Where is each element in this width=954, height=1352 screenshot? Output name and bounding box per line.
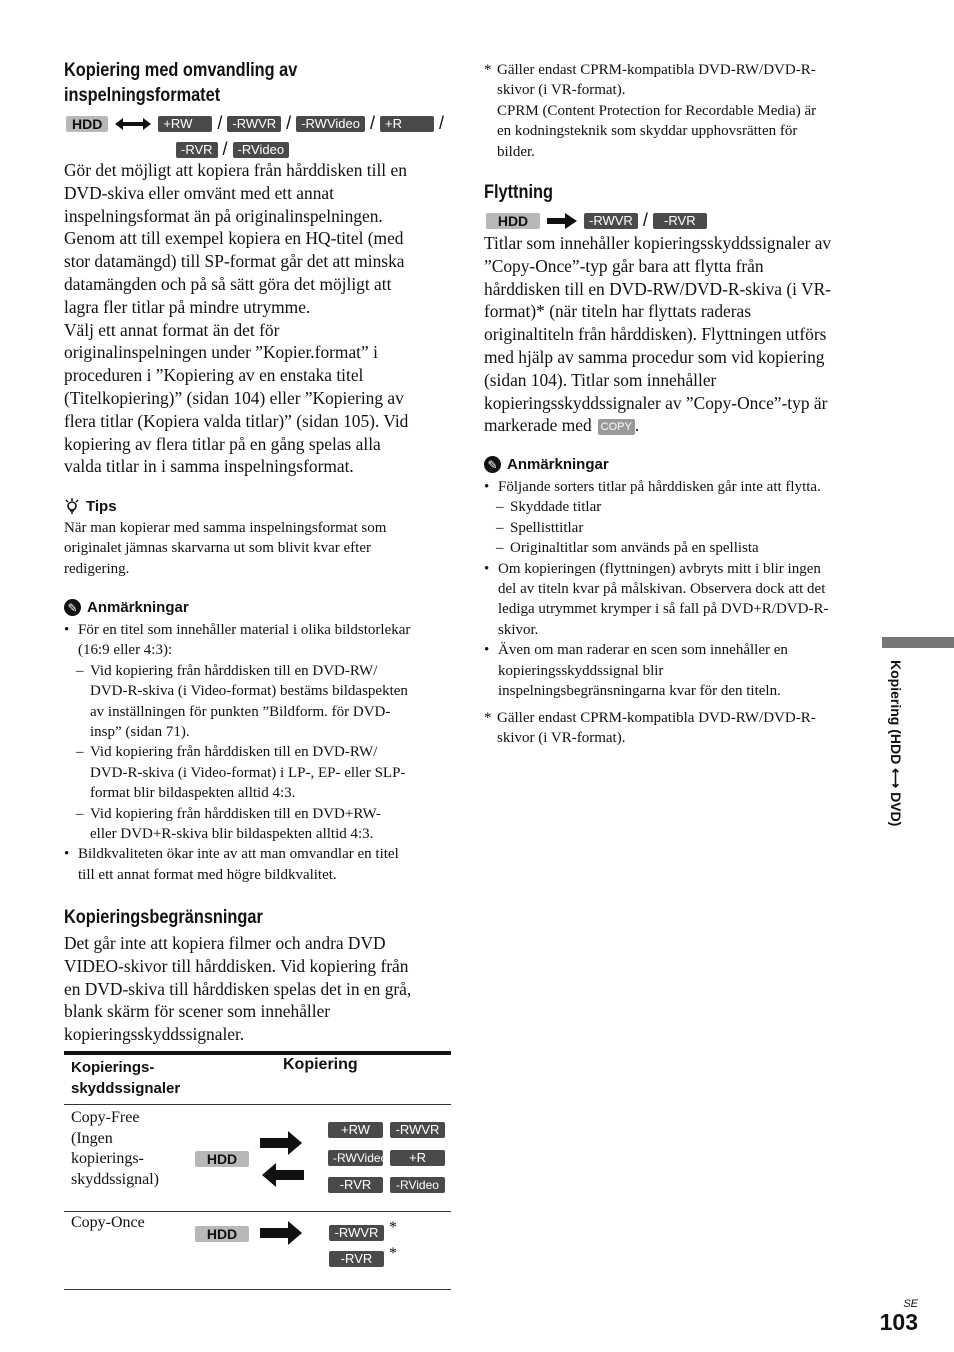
body-line: ”Copy-Once”-typ går bara att flytta från (484, 255, 764, 276)
body-line: (sidan 104). Titlar som innehåller (484, 369, 717, 390)
body-line: inspelningsformat än på originalinspelningen. (64, 205, 383, 226)
dash-item (64, 804, 456, 845)
note-line: till ett annat format med högre bildkvalitet. (78, 866, 337, 883)
table-bottom-rule (64, 1289, 451, 1290)
body-line: hårddisken till en DVD-RW/DVD-R-skiva (i VR- (484, 278, 831, 299)
row1-label-line: (Ingen (71, 1129, 113, 1147)
note-line: (16:9 eller 4:3): (78, 642, 173, 659)
right-arrow-icon (260, 1221, 304, 1245)
notes-list-right (484, 477, 876, 701)
warning-icon: ✎ (484, 456, 501, 473)
note-line: del av titeln kvar på målskivan. Observera dock att det (498, 581, 826, 598)
table-header-col1 (71, 1057, 180, 1099)
body-line: VIDEO-skivor till hårddisken. Vid kopiering från (64, 955, 409, 976)
side-tab-bar (882, 637, 954, 648)
notes-list-left (64, 620, 456, 885)
section3-body (484, 232, 880, 437)
body-line: stor datamängd) till SP-format går det att minska (64, 251, 405, 272)
format-badge-r-vr: -RVR (176, 142, 218, 158)
format-badge-rw-video: -RWVideo (296, 116, 365, 132)
double-arrow-icon (113, 116, 153, 132)
body-line: datamängden och på så sätt göra det möjligt att (64, 273, 392, 294)
right-arrow-icon (545, 212, 579, 230)
note-line: • Även om man raderar en scen som innehåller en (498, 642, 788, 659)
body-line: kopiering av flera titlar på en gång spelas alla (64, 433, 381, 454)
notes-heading-left (64, 599, 189, 616)
body-line: Titlar som innehåller kopieringsskyddssignaler av (484, 233, 832, 253)
format-badge-rw-vr: -RWVR (329, 1225, 384, 1241)
warning-icon: ✎ (64, 599, 81, 616)
body-line: Gör det möjligt att kopiera från hårddisken till en (64, 160, 407, 180)
body-line: en DVD-skiva till hårddisken spelas det in en grå, (64, 978, 412, 999)
format-badge-r-video: -RVideo (233, 142, 290, 158)
body-line: kopieringsskyddssignaler. (64, 1024, 245, 1045)
table-top-rule (64, 1051, 451, 1055)
format-badge-rw-vr: -RWVR (584, 213, 638, 229)
body-line: lagra fler titlar på mindre utrymme. (64, 296, 311, 317)
body-line: (Titelkopiering)” (sidan 104) eller ”Kopiering av (64, 387, 404, 408)
bullet-item (484, 477, 876, 497)
body-line: DVD-skiva eller omvänt med ett annat (64, 182, 334, 203)
body-line: med hjälp av samma procedur som vid kopiering (484, 346, 825, 367)
footnote-line: bilder. (497, 143, 535, 160)
section2-title: Kopieringsbegränsningar (64, 907, 263, 928)
note-line: – Spellisttitlar (510, 519, 584, 536)
section-title-line2: inspelningsformatet (64, 85, 221, 106)
tips-line: originalet jämnas skarvarna ut som blivit kvar efter (64, 540, 371, 557)
format-badge-rw-vr: -RWVR (227, 116, 281, 132)
page-number: 103 (879, 1309, 918, 1335)
footnote-item (484, 60, 876, 162)
body-line (484, 414, 880, 437)
format-badge-r-vr: -RVR (329, 1251, 384, 1267)
tips-text (64, 518, 456, 579)
body-line: Genom att till exempel kopiera en HQ-titel (med (64, 228, 404, 249)
format-badge-r-vr: -RVR (653, 213, 707, 229)
footnote-cprm (484, 60, 876, 162)
body-line: valda titlar in i samma inspelningsformat. (64, 456, 354, 477)
side-label (882, 660, 912, 860)
dash-item (484, 538, 876, 558)
body-line: originalinspelningen under ”Kopier.format” i (64, 342, 378, 363)
note-line: insp” (sidan 71). (90, 724, 190, 741)
table-header-col1-line2: skyddssignaler (71, 1080, 181, 1097)
note-line: eller DVD+R-skiva blir bildaspekten alltid 4:3. (90, 826, 374, 843)
notes-heading-right (484, 456, 609, 473)
asterisk: * (389, 1245, 397, 1262)
note-line: lediga utrymmet krymper i så fall på DVD+R/DVD-R- (498, 601, 829, 618)
tips-line: När man kopierar med samma inspelningsformat som (64, 520, 387, 536)
copy-protection-table (64, 1051, 451, 1291)
row2-label: Copy-Once (71, 1214, 145, 1231)
footnote-line: skivor (i VR-format). (497, 730, 626, 747)
bullet-item (484, 559, 876, 641)
bullet-item (64, 620, 456, 661)
row1-label-line: skyddssignal) (71, 1170, 159, 1188)
tips-line: redigering. (64, 560, 130, 577)
hdd-badge: HDD (66, 116, 108, 132)
marked-with-text: markerade med (484, 415, 592, 436)
format-badge-rw-vr: -RWVR (390, 1122, 445, 1138)
note-line: av inställningen för punkten ”Bildform. för DVD- (90, 703, 391, 720)
note-line: – Vid kopiering från hårddisken till en DVD-RW/ (90, 662, 378, 679)
side-label-text: Kopiering (HDD ⟷ DVD) (888, 660, 904, 827)
footnote-item (484, 708, 876, 749)
bullet-item (484, 640, 876, 701)
format-badges-row1: HDD +RW / -RWVR / -RWVideo / +R / (66, 113, 444, 134)
body-line: proceduren i ”Kopiering av en enstaka titel (64, 365, 364, 386)
footnote-cprm-2 (484, 708, 876, 749)
note-line: • Om kopieringen (flyttningen) avbryts mitt i blir ingen (498, 560, 821, 577)
page-number-block (880, 1298, 918, 1334)
note-line: DVD-R-skiva (i Video-format) bestäms bildaspekten (90, 683, 408, 700)
tips-label: Tips (86, 497, 117, 515)
asterisk: * (389, 1219, 397, 1236)
footnote-line: skivor (i VR-format). (497, 82, 626, 99)
lightbulb-icon (64, 497, 80, 515)
format-badge-r-vr: -RVR (328, 1177, 383, 1193)
table-rule (64, 1211, 451, 1212)
format-badge-rw-video: -RWVideo (328, 1150, 383, 1166)
footnote-line: en kodningsteknik som skyddar upphovsrätten för (497, 123, 798, 140)
body-line: blank skärm för scener som innehåller (64, 1001, 331, 1022)
notes-label-left: Anmärkningar (87, 599, 189, 616)
move-format-row: HDD -RWVR / -RVR (486, 210, 707, 231)
table-header-col2: Kopiering (283, 1056, 358, 1073)
right-arrow-icon (260, 1131, 304, 1155)
dash-item (64, 742, 456, 803)
row1-label (71, 1108, 159, 1190)
format-badge-plus-rw: +RW (328, 1122, 383, 1138)
note-line: – Vid kopiering från hårddisken till en DVD+RW- (90, 805, 381, 822)
copy-badge: COPY (598, 419, 635, 435)
bullet-item (64, 844, 456, 885)
body-line: originaltiteln från hårddisken). Flyttningen utförs (484, 324, 827, 345)
note-line: kopieringsskyddssignal blir (498, 662, 664, 679)
note-line: – Originaltitlar som används på en spellista (510, 540, 759, 557)
format-badges-row2: -RVR / -RVideo (176, 139, 289, 160)
section3-title: Flyttning (484, 182, 553, 203)
format-badge-r-video: -RVideo (390, 1177, 445, 1193)
section-title-line1: Kopiering med omvandling av (64, 60, 298, 81)
hdd-badge: HDD (195, 1226, 249, 1242)
format-badge-plus-r: +R (380, 116, 434, 132)
table-rule (64, 1104, 451, 1105)
body-line: kopieringsskyddssignaler av ”Copy-Once”-typ är (484, 392, 828, 413)
format-badge-plus-rw: +RW (158, 116, 212, 132)
tips-heading (64, 497, 117, 515)
note-line: – Skyddade titlar (510, 499, 602, 516)
notes-label-right: Anmärkningar (507, 456, 609, 473)
note-line: • Bildkvaliteten ökar inte av att man omvandlar en titel (78, 846, 399, 863)
note-line: inspelningsbegränsningarna kvar för den titeln. (498, 683, 781, 700)
row1-label-line: kopierings- (71, 1150, 144, 1167)
footnote-line: CPRM (Content Protection for Recordable Media) är (497, 102, 817, 119)
note-line: • Följande sorters titlar på hårddisken går inte att flytta. (498, 479, 821, 495)
row1-label-line: Copy-Free (71, 1109, 140, 1126)
left-arrow-icon (260, 1163, 304, 1187)
note-line: format blir bildaspekten alltid 4:3. (90, 785, 296, 802)
section2-body (64, 932, 456, 1046)
table-header-col1-line1: Kopierings- (71, 1059, 155, 1076)
dash-item (64, 661, 456, 743)
footnote-line: * Gäller endast CPRM-kompatibla DVD-RW/DVD-R- (497, 710, 816, 726)
hdd-badge: HDD (486, 213, 540, 229)
note-line: DVD-R-skiva (i Video-format) i LP-, EP- eller SLP- (90, 764, 406, 781)
body-line: format)* (när titeln har flyttats raderas (484, 301, 752, 322)
format-badge-plus-r: +R (390, 1150, 445, 1166)
body-line: Välj ett annat format än det för (64, 319, 280, 340)
note-line: – Vid kopiering från hårddisken till en DVD-RW/ (90, 744, 378, 761)
section1-body (64, 159, 456, 478)
note-line: • För en titel som innehåller material i olika bildstorlekar (78, 622, 411, 638)
dash-item (484, 518, 876, 538)
dash-item (484, 497, 876, 517)
page-lang: SE (903, 1298, 918, 1310)
hdd-badge: HDD (195, 1151, 249, 1167)
period: . (634, 415, 640, 436)
note-line: skivor. (498, 621, 539, 638)
body-line: Det går inte att kopiera filmer och andra DVD (64, 933, 386, 953)
footnote-line: * Gäller endast CPRM-kompatibla DVD-RW/DVD-R- (497, 62, 816, 78)
body-line: flera titlar (Kopiera valda titlar)” (sidan 105). Vid (64, 410, 409, 431)
